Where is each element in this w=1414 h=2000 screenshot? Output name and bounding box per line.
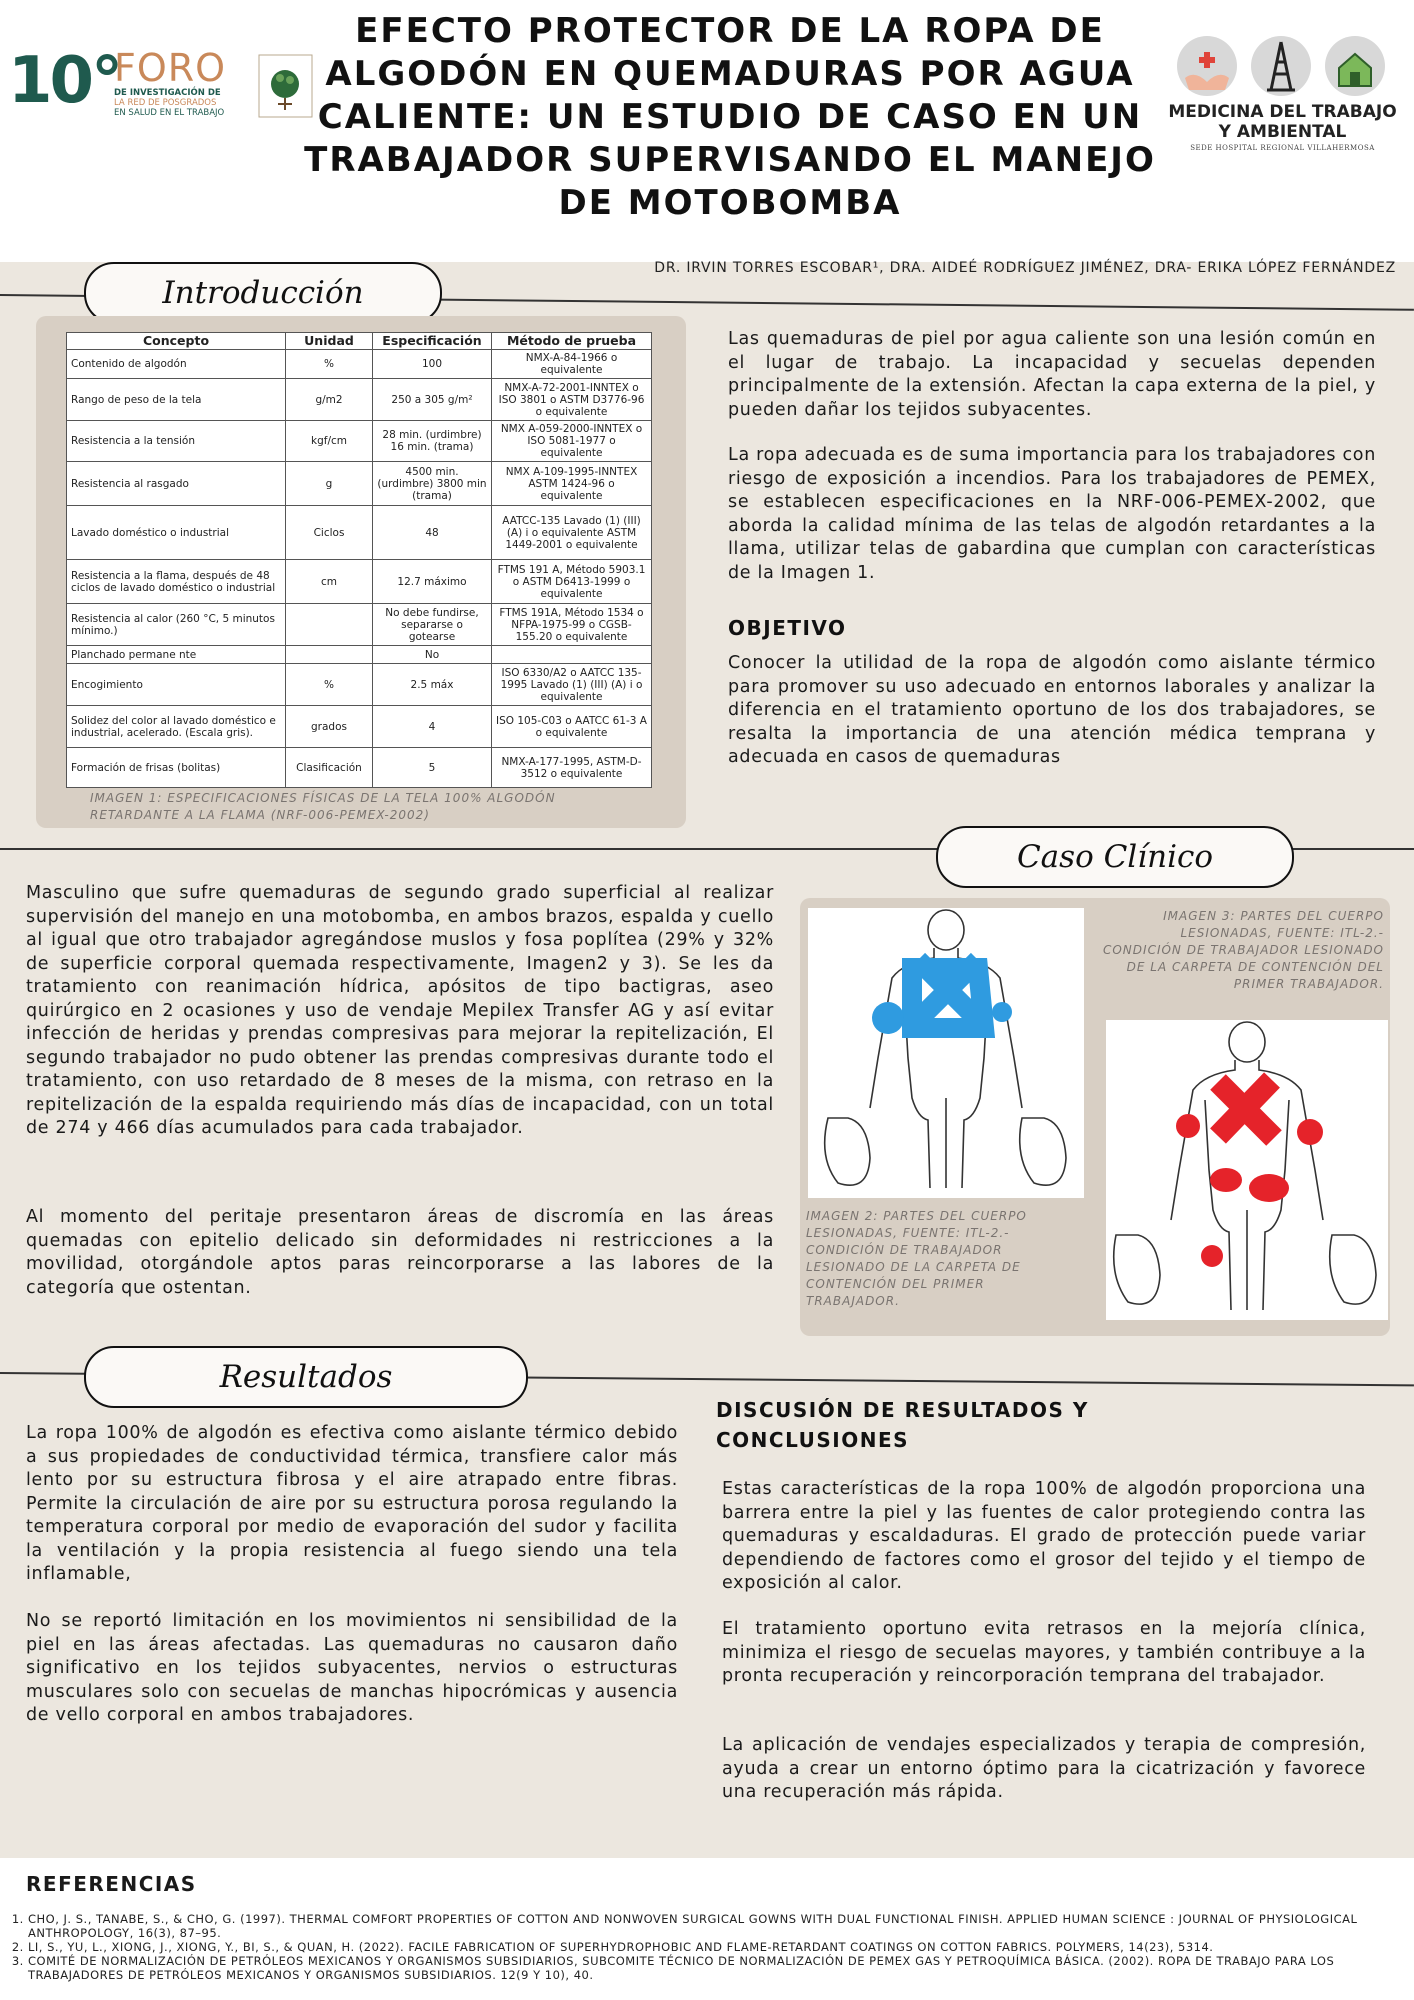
- foro-logo-line2: LA RED DE POSGRADOS: [114, 98, 217, 108]
- table-row: [67, 748, 652, 788]
- table-cell: Rango de peso de la tela: [67, 379, 286, 421]
- table-row: [67, 706, 652, 748]
- table-row: [67, 664, 652, 706]
- table-cell: FTMS 191A, Método 1534 o NFPA-1975-99 o CGSB-155.20 o equivalente: [492, 604, 652, 646]
- table-cell: [492, 646, 652, 664]
- reference-item: 3. COMITÉ DE NORMALIZACIÓN DE PETRÓLEOS MEXICANOS Y ORGANISMOS SUBSIDIARIOS, SUBCOMITE TÉCNICO DE NORMALIZACIÓN DE PEMEX GAS Y PETROQUÍMICA BÁSICA. (2002). ROPA DE TRABAJO PARA LOS TRABAJADORES DE PETRÓLEOS MEXICANOS Y ORGANISMOS SUBSIDIARIOS. 12(9 Y 10), 40.: [28, 1954, 1368, 1982]
- logo-subtitle: SEDE HOSPITAL REGIONAL VILLAHERMOSA: [1190, 144, 1375, 152]
- table-cell: 4500 min. (urdimbre) 3800 min (trama): [373, 462, 492, 506]
- col-header-unidad: Unidad: [286, 333, 373, 350]
- discussion-paragraph-1: Estas características de la ropa 100% de algodón proporciona una barrera entre la piel y las fuentes de calor protegiendo contra las quemaduras y escaldaduras. El grado de protección puede variar dependiendo de factores como el grosor del tejido y el tiempo de exposición al calor.: [722, 1479, 1366, 1593]
- body-chart-back-icon: [808, 908, 1084, 1198]
- intro-paragraph-2: La ropa adecuada es de suma importancia para los trabajadores con riesgo de exposición a incendios. Para los trabajadores de PEMEX, se establecen especificaciones en la NRF-006-PEMEX-2002, que aborda la calidad mínima de las telas de algodón retardantes a la llama, utilizar telas de gabardina que cumplan con características de la Imagen 1.: [728, 445, 1376, 583]
- table-cell: 28 min. (urdimbre) 16 min. (trama): [373, 421, 492, 462]
- discussion-paragraph-3: La aplicación de vendajes especializados y terapia de compresión, ayuda a crear un entorno óptimo para la cicatrización y favorece una recuperación más rápida.: [722, 1735, 1366, 1802]
- worker2-buttock-burn: [1210, 1168, 1242, 1192]
- table-row: [67, 421, 652, 462]
- figure-3-caption: IMAGEN 3: PARTES DEL CUERPO LESIONADAS, FUENTE: ITL-2.- CONDICIÓN DE TRABAJADOR LESIONADO DE LA CARPETA DE CONTENCIÓN DEL PRIMER TRABAJADOR.: [1102, 909, 1384, 991]
- reference-item: 2. LI, S., YU, L., XIONG, J., XIONG, Y., BI, S., & QUAN, H. (2022). FACILE FABRICATION OF SUPERHYDROPHOBIC AND FLAME-RETARDANT COATINGS ON COTTON FABRICS. POLYMERS, 14(23), 5314.: [28, 1940, 1368, 1954]
- medicina-trabajo-logo: [1165, 34, 1400, 162]
- table-cell: NMX-A-177-1995, ASTM-D-3512 o equivalente: [492, 748, 652, 788]
- health-hands-icon: [1175, 34, 1239, 98]
- table-cell: Resistencia a la tensión: [67, 421, 286, 462]
- table-row: [67, 462, 652, 506]
- objective-text: Conocer la utilidad de la ropa de algodón como aislante térmico para promover su uso adecuado en entornos laborales y analizar la diferencia en el tratamiento oportuno de los dos trabajadores, se resalta la importancia de una atención médica temprana y adecuada en casos de quemaduras: [728, 653, 1376, 767]
- table-cell: Lavado doméstico o industrial: [67, 506, 286, 560]
- figure-2-worker1-burns: [808, 908, 1084, 1198]
- table-cell: Resistencia al calor (260 °C, 5 minutos mínimo.): [67, 604, 286, 646]
- table-cell: ISO 105-C03 o AATCC 61-3 A o equivalente: [492, 706, 652, 748]
- results-paragraph-2: No se reportó limitación en los movimientos ni sensibilidad de la piel en las áreas afectadas. Las quemaduras no causaron daño significativo en los tejidos subyacentes, nervios o estructuras musculares solo con secuelas de manchas hipocrómicas y ausencia de vello corporal en ambos trabajadores.: [26, 1611, 678, 1725]
- table-cell: 100: [373, 350, 492, 379]
- eco-house-icon: [1323, 34, 1387, 98]
- table-cell: g: [286, 462, 373, 506]
- table-cell: grados: [286, 706, 373, 748]
- table-cell: 12.7 máximo: [373, 560, 492, 604]
- case-paragraph-1: Masculino que sufre quemaduras de segundo grado superficial al realizar supervisión del manejo en una motobomba, en ambos brazos, espalda y cuello al igual que otro trabajador agregándose muslos y fosa poplítea (29% y 32% de superficie corporal quemada respectivamente, Imagen2 y 3). Se les da tratamiento con reanimación hídrica, apósitos de tipo bactigras, aseo quirúrgico en 2 ocasiones y uso de vendaje Mepilex Transfer AG y así evitar infección de heridas y prendas compresivas para mejorar la repitelización, El segundo trabajador no pudo obtener las prendas compresivas durante todo el tratamiento, con uso retardado de 8 meses de la misma, con retraso en la repitelización de la espalda requiriendo más días de incapacidad, con un total de 274 y 466 días acumulados para cada trabajador.: [26, 883, 774, 1138]
- table-row: [67, 604, 652, 646]
- table-cell: g/m2: [286, 379, 373, 421]
- worker1-back-burn: [912, 960, 984, 1028]
- table-cell: %: [286, 664, 373, 706]
- table-cell: No debe fundirse, separarse o gotearse: [373, 604, 492, 646]
- col-header-especificacion: Especificación: [373, 333, 492, 350]
- discussion-paragraph-2: El tratamiento oportuno evita retrasos en la mejoría clínica, minimiza el riesgo de secuelas mayores, y también contribuye a la pronta recuperación y reincorporación temprana del trabajador.: [722, 1619, 1366, 1686]
- table-cell: Clasificación: [286, 748, 373, 788]
- table-cell: [286, 646, 373, 664]
- table-cell: NMX A-059-2000-INNTEX o ISO 5081-1977 o equivalente: [492, 421, 652, 462]
- results-heading: Resultados: [84, 1346, 528, 1408]
- foro-logo: [8, 44, 313, 124]
- foro-logo-number: 10°: [8, 44, 121, 118]
- worker1-arm-burn: [872, 1002, 904, 1034]
- table-cell: 5: [373, 748, 492, 788]
- table-cell: NMX-A-72-2001-INNTEX o ISO 3801 o ASTM D3776-96 o equivalente: [492, 379, 652, 421]
- authors-line: DR. IRVIN TORRES ESCOBAR¹, DRA. AIDEÉ RODRÍGUEZ JIMÉNEZ, DRA- ERIKA LÓPEZ FERNÁNDEZ: [654, 260, 1396, 276]
- table-caption: IMAGEN 1: ESPECIFICACIONES FÍSICAS DE LA TELA 100% ALGODÓN RETARDANTE A LA FLAMA (NRF-006-PEMEX-2002): [90, 791, 556, 822]
- case-heading: Caso Clínico: [936, 826, 1294, 888]
- table-cell: AATCC-135 Lavado (1) (III) (A) i o equivalente ASTM 1449-2001 o equivalente: [492, 506, 652, 560]
- table-cell: 48: [373, 506, 492, 560]
- table-cell: 250 a 305 g/m²: [373, 379, 492, 421]
- table-cell: Contenido de algodón: [67, 350, 286, 379]
- table-row: [67, 646, 652, 664]
- table-cell: 2.5 máx: [373, 664, 492, 706]
- table-cell: Encogimiento: [67, 664, 286, 706]
- col-header-concepto: Concepto: [67, 333, 286, 350]
- poster-title: EFECTO PROTECTOR DE LA ROPA DE ALGODÓN EN QUEMADURAS POR AGUA CALIENTE: UN ESTUDIO DE CASO EN UN TRABAJADOR SUPERVISANDO EL MANEJO DE MOTOBOMBA: [304, 11, 1156, 223]
- case-paragraph-2: Al momento del peritaje presentaron áreas de discromía en las áreas quemadas con epitelio delicado sin deformidades ni restricciones a la movilidad, otorgándole aptos paras reincorporarse a las labores de la categoría que ostentan.: [26, 1207, 774, 1298]
- table-cell: Ciclos: [286, 506, 373, 560]
- col-header-metodo: Método de prueba: [492, 333, 652, 350]
- table-cell: [286, 604, 373, 646]
- body-chart-back-icon: [1106, 1020, 1388, 1320]
- table-cell: FTMS 191 A, Método 5903.1 o ASTM D6413-1999 o equivalente: [492, 560, 652, 604]
- table-row: [67, 506, 652, 560]
- results-paragraph-1: La ropa 100% de algodón es efectiva como aislante térmico debido a sus propiedades de conductividad térmica, transfiere calor más lento por su estructura fibrosa y el aire atrapado entre fibras. Permite la circulación de aire por su estructura porosa regulando la temperatura corporal por medio de evaporación del sudor y facilita la ventilación y la propia resistencia al fuego siendo una tela inflamable,: [26, 1423, 678, 1584]
- references-heading: REFERENCIAS: [26, 1872, 197, 1896]
- logo-name-line1: MEDICINA DEL TRABAJO: [1168, 102, 1397, 122]
- table-cell: %: [286, 350, 373, 379]
- objective-heading: OBJETIVO: [728, 616, 847, 640]
- foro-logo-line3: EN SALUD EN EL TRABAJO: [114, 108, 225, 118]
- table-row: [67, 379, 652, 421]
- table-cell: Solidez del color al lavado doméstico e industrial, acelerado. (Escala gris).: [67, 706, 286, 748]
- intro-paragraph-1: Las quemaduras de piel por agua caliente son una lesión común en el lugar de trabajo. La incapacidad y secuelas dependen principalmente de la extensión. Afectan la capa externa de la piel, y pueden dañar los tejidos subyacentes.: [728, 329, 1376, 420]
- figure-2-caption: IMAGEN 2: PARTES DEL CUERPO LESIONADAS, FUENTE: ITL-2.- CONDICIÓN DE TRABAJADOR LESIONADO DE LA CARPETA DE CONTENCIÓN DEL PRIMER TRABAJADOR.: [806, 1209, 1027, 1308]
- table-cell: No: [373, 646, 492, 664]
- logo-name-line2: Y AMBIENTAL: [1218, 122, 1347, 142]
- spec-table-header: [67, 333, 652, 350]
- foro-logo-line1: DE INVESTIGACIÓN DE: [114, 88, 221, 98]
- discussion-heading-1: DISCUSIÓN DE RESULTADOS Y: [716, 1398, 1089, 1422]
- table-cell: kgf/cm: [286, 421, 373, 462]
- foro-logo-word: FORO: [114, 46, 227, 90]
- intro-heading: Introducción: [84, 262, 442, 324]
- discussion-heading-2: CONCLUSIONES: [716, 1428, 910, 1452]
- table-cell: Resistencia al rasgado: [67, 462, 286, 506]
- figure-3-worker2-burns: [1106, 1020, 1388, 1320]
- references-list: [10, 1912, 1368, 1982]
- table-cell: NMX A-109-1995-INNTEX ASTM 1424-96 o equivalente: [492, 462, 652, 506]
- worker2-arm-burn: [1176, 1114, 1200, 1138]
- table-cell: ISO 6330/A2 o AATCC 135-1995 Lavado (1) (III) (A) i o equivalente: [492, 664, 652, 706]
- table-row: [67, 350, 652, 379]
- oil-rig-icon: [1249, 34, 1313, 98]
- table-cell: Resistencia a la flama, después de 48 ciclos de lavado doméstico o industrial: [67, 560, 286, 604]
- table-row: [67, 560, 652, 604]
- table-cell: Formación de frisas (bolitas): [67, 748, 286, 788]
- worker2-back-burn: [1218, 1080, 1274, 1138]
- table-cell: NMX-A-84-1966 o equivalente: [492, 350, 652, 379]
- table-cell: Planchado permane nte: [67, 646, 286, 664]
- spec-table: [66, 332, 652, 788]
- reference-item: 1. CHO, J. S., TANABE, S., & CHO, G. (1997). THERMAL COMFORT PROPERTIES OF COTTON AND NONWOVEN SURGICAL GOWNS WITH DUAL FUNCTIONAL FINISH. APPLIED HUMAN SCIENCE : JOURNAL OF PHYSIOLOGICAL ANTHROPOLOGY, 16(3), 87–95.: [28, 1912, 1368, 1940]
- table-cell: 4: [373, 706, 492, 748]
- table-cell: cm: [286, 560, 373, 604]
- worker2-leg-burn: [1201, 1245, 1223, 1267]
